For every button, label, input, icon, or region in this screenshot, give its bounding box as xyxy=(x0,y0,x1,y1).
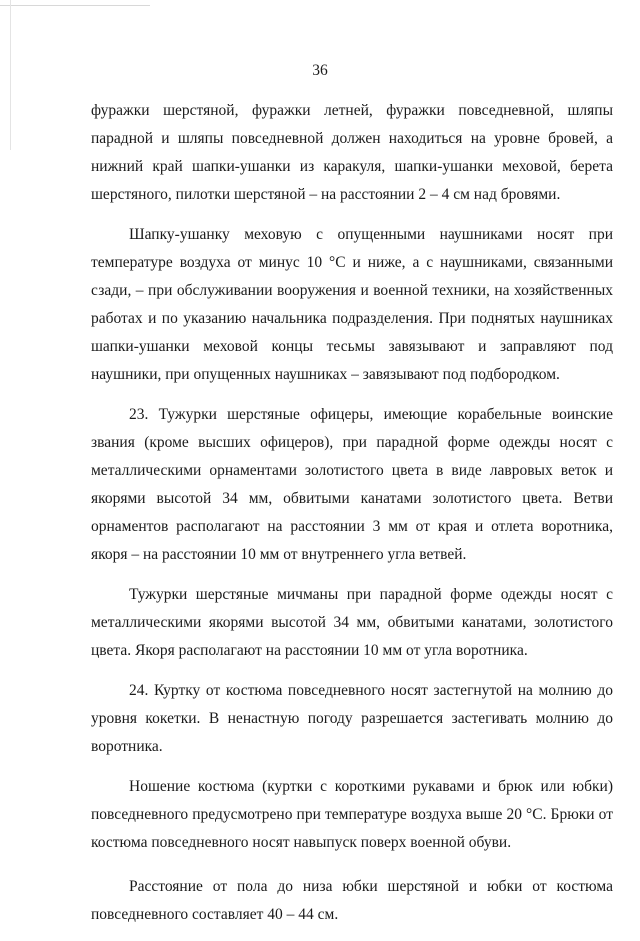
paragraph-midshipmen-jackets: Тужурки шерстяные мичманы при парадной форме одежды носят с металлическими якорями высотой 34 мм, обвитыми канатами, золотистого цвета. Якоря располагают на расстоянии 10 мм от угла воротника. xyxy=(91,586,613,659)
document-body xyxy=(91,97,613,941)
paragraph-skirt-length: Расстояние от пола до низа юбки шерстяной и юбки от костюма повседневного составляет 40 – 44 см. xyxy=(91,878,613,923)
paragraph-continuation: фуражки шерстяной, фуражки летней, фуражки повседневной, шляпы парадной и шляпы повседневной должен находиться на уровне бровей, а нижний край шапки-ушанки из каракуля, шапки-ушанки меховой, берета шерстяного, пилотки шерстяной – на расстоянии 2 – 4 см над бровями. xyxy=(91,102,613,203)
scan-edge-top xyxy=(0,0,150,6)
page-number: 36 xyxy=(312,62,328,79)
paragraph-casual-suit: Ношение костюма (куртки с короткими рукавами и брюк или юбки) повседневного предусмотрено при температуре воздуха выше 20 °С. Брюки от костюма повседневного носят навыпуск поверх военной обуви. xyxy=(91,778,613,851)
paragraph-item-24: 24. Куртку от костюма повседневного носят застегнутой на молнию до уровня кокетки. В ненастную погоду разрешается застегивать молнию до воротника. xyxy=(91,682,613,755)
paragraph-item-23: 23. Тужурки шерстяные офицеры, имеющие корабельные воинские звания (кроме высших офицеров), при парадной форме одежды носят с металлическими орнаментами золотистого цвета в виде лавровых веток и якорями высотой 34 мм, обвитыми канатами золотистого цвета. Ветви орнаментов располагают на расстоянии 3 мм от края и отлета воротника, якоря – на расстоянии 10 мм от внутреннего угла ветвей. xyxy=(91,406,613,563)
paragraph-fur-hat: Шапку-ушанку меховую с опущенными наушниками носят при температуре воздуха от минус 10 °С и ниже, а с наушниками, связанными сзади, – при обслуживании вооружения и военной техники, на хозяйственных работах и по указанию начальника подразделения. При поднятых наушниках шапки-ушанки меховой концы тесьмы завязывают и заправляют под наушники, при опущенных наушниках – завязывают под подбородком. xyxy=(91,226,613,383)
